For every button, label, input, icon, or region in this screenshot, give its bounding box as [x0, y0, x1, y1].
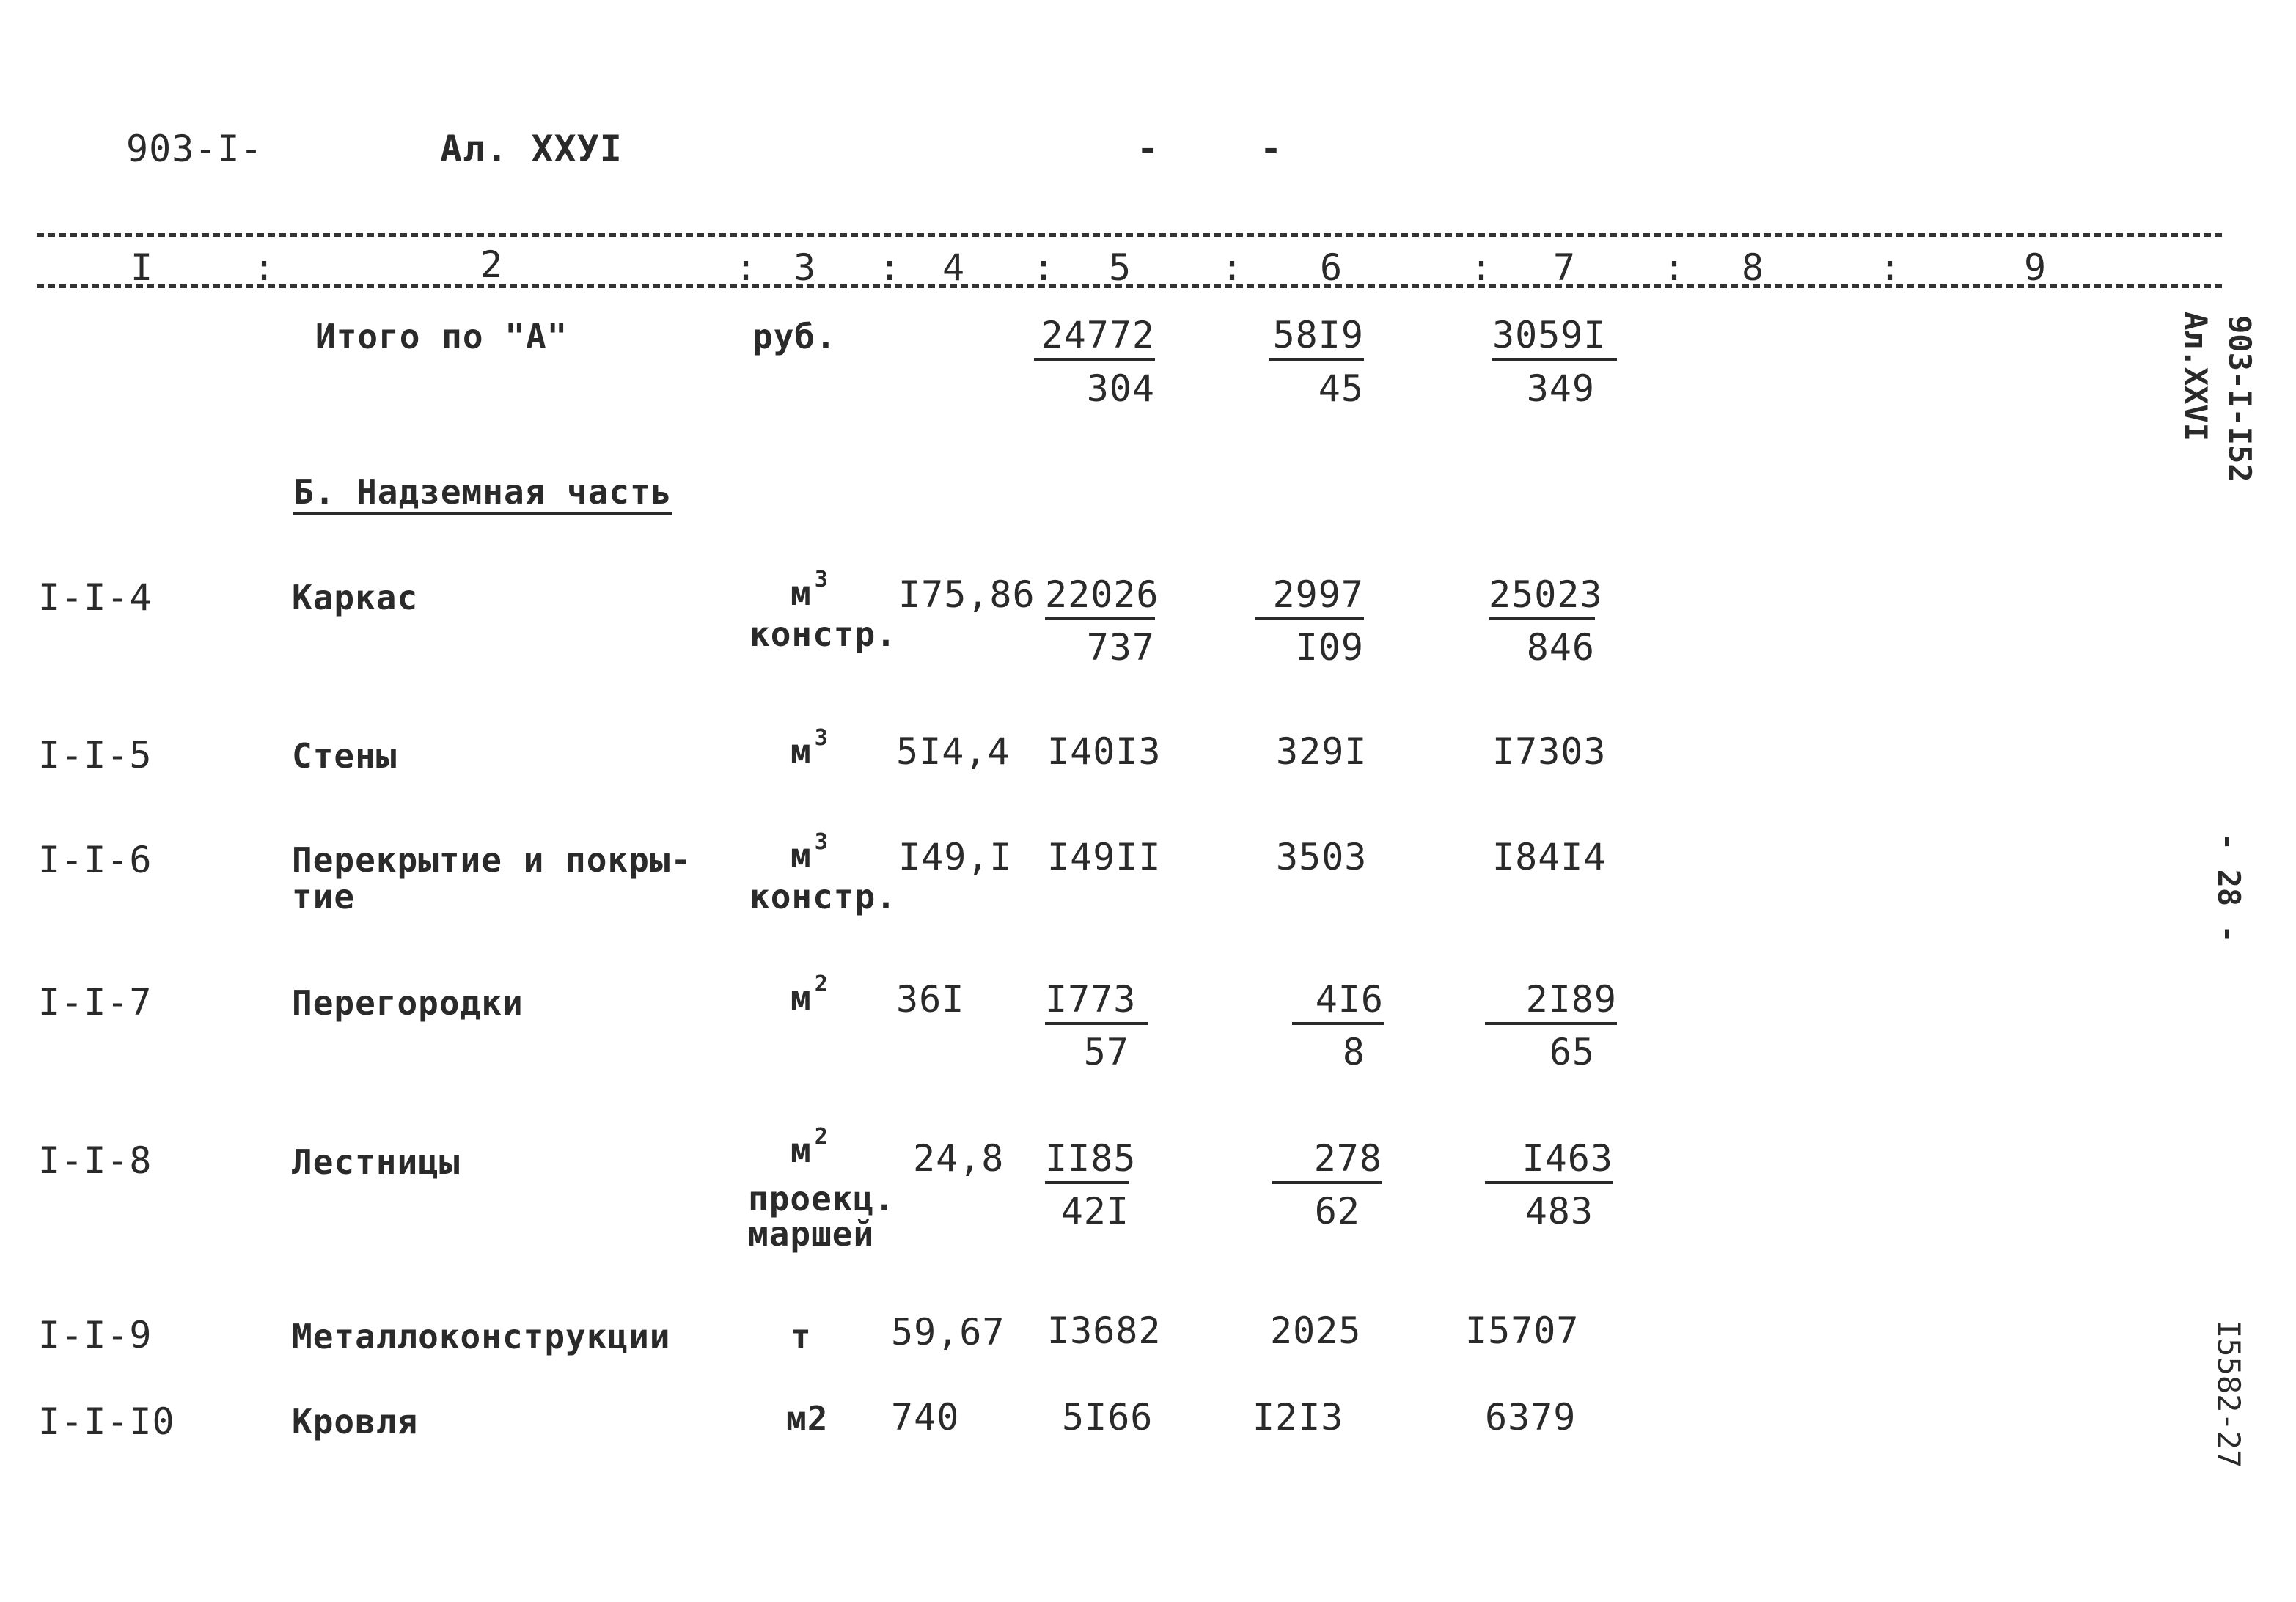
column-number: 3	[793, 246, 817, 289]
row-unit: руб.	[752, 317, 837, 356]
row-code: I-I-8	[38, 1139, 153, 1182]
cost-top: 2997	[1255, 576, 1364, 620]
row-name: Перегородки	[292, 983, 524, 1023]
row-quantity: 5I4,4	[896, 730, 1011, 773]
header-dash: -	[1137, 128, 1160, 170]
cost-value: I3682	[1047, 1309, 1162, 1352]
row-name: Каркас	[292, 578, 419, 617]
cost-top: II85	[1045, 1140, 1129, 1184]
row-name: Лестницы	[292, 1142, 461, 1182]
row-quantity: 740	[891, 1396, 960, 1439]
cost-top: I463	[1485, 1140, 1613, 1184]
cost-value: I7303	[1492, 730, 1607, 773]
column-number: 7	[1553, 246, 1577, 289]
column-number: 9	[2024, 246, 2047, 289]
row-name: Стены	[292, 736, 397, 776]
cost-bottom: 349	[1526, 367, 1595, 410]
cost-value: I5707	[1465, 1309, 1580, 1352]
cost-top: 25023	[1489, 576, 1595, 620]
document-code: 903-I-	[126, 128, 263, 170]
column-number: 2	[480, 243, 504, 286]
album-number: Ал. XXУI	[440, 128, 623, 170]
row-quantity: 24,8	[913, 1137, 1005, 1180]
row-code: I-I-I0	[38, 1400, 175, 1443]
row-name: Итого по "А"	[315, 317, 568, 356]
cost-bottom: 57	[1083, 1031, 1129, 1073]
row-unit-note: констр.	[749, 877, 897, 916]
row-unit: м $^3$	[791, 567, 829, 613]
row-unit: м $^2$	[791, 1124, 829, 1170]
row-unit-note: констр.	[749, 614, 897, 654]
table-top-rule	[37, 233, 2222, 237]
row-unit: м2	[786, 1399, 829, 1439]
cost-bottom: 65	[1549, 1031, 1595, 1073]
header-dash: -	[1260, 128, 1283, 170]
row-name: Металлоконструкции	[292, 1317, 671, 1356]
cost-value: 5I66	[1062, 1396, 1153, 1439]
cost-bottom: 483	[1525, 1190, 1593, 1232]
cost-value: 3503	[1276, 836, 1368, 878]
row-unit: м $^3$	[791, 829, 829, 875]
row-quantity: 36I	[896, 978, 965, 1021]
cost-bottom: 8	[1342, 1031, 1365, 1073]
row-code: I-I-7	[38, 981, 153, 1024]
row-name: Кровля	[292, 1402, 419, 1441]
cost-bottom: I09	[1295, 626, 1364, 669]
cost-value: I2I3	[1252, 1396, 1344, 1439]
row-quantity: I75,86	[898, 573, 1035, 616]
cost-bottom: 45	[1318, 367, 1364, 410]
column-separator: :	[735, 246, 758, 289]
cost-top: 4I6	[1292, 981, 1384, 1025]
cost-value: I40I3	[1047, 730, 1162, 773]
row-quantity: 59,67	[891, 1311, 1005, 1353]
cost-value: I84I4	[1492, 836, 1607, 878]
column-separator: :	[1033, 246, 1056, 289]
cost-top: 24772	[1034, 317, 1155, 361]
column-separator: :	[253, 246, 276, 289]
row-quantity: I49,I	[898, 836, 1013, 878]
column-number: 5	[1109, 246, 1132, 289]
cost-value: 6379	[1485, 1396, 1577, 1439]
cost-bottom: 304	[1086, 367, 1155, 410]
section-title: Б. Надземная часть	[293, 475, 672, 515]
cost-value: 2025	[1270, 1309, 1362, 1352]
cost-top: I773	[1045, 981, 1148, 1025]
column-separator: :	[1879, 246, 1902, 289]
cost-top: 3059I	[1492, 317, 1617, 361]
cost-value: 329I	[1276, 730, 1368, 773]
cost-bottom: 42I	[1060, 1190, 1129, 1232]
cost-top: 58I9	[1269, 317, 1364, 361]
cost-top: 278	[1272, 1140, 1382, 1184]
column-separator: :	[1663, 246, 1687, 289]
row-code: I-I-9	[38, 1314, 153, 1356]
column-separator: :	[879, 246, 902, 289]
cost-bottom: 737	[1086, 626, 1155, 669]
row-name: тие	[292, 877, 356, 916]
margin-stamp: 903-I-I52	[2222, 315, 2258, 482]
row-name: Перекрытие и покры-	[292, 840, 692, 880]
column-separator: :	[1221, 246, 1244, 289]
row-unit-note: маршей	[748, 1214, 875, 1254]
row-code: I-I-6	[38, 839, 153, 881]
row-unit: т	[791, 1317, 812, 1356]
margin-stamp: Ал.XXVI	[2178, 312, 2214, 442]
column-separator: :	[1470, 246, 1494, 289]
row-unit-note: проекц.	[748, 1179, 895, 1219]
column-number: I	[131, 246, 154, 289]
page-number: - 28 -	[2211, 832, 2247, 944]
cost-bottom: 62	[1314, 1190, 1360, 1232]
cost-value: I49II	[1047, 836, 1162, 878]
row-unit: м $^3$	[791, 725, 829, 771]
row-code: I-I-5	[38, 734, 153, 776]
cost-bottom: 846	[1526, 626, 1595, 669]
column-number: 4	[942, 246, 966, 289]
reference-number: I5582-27	[2211, 1320, 2247, 1469]
row-unit: м $^2$	[791, 971, 829, 1018]
cost-top: 2I89	[1485, 981, 1617, 1025]
column-number: 8	[1742, 246, 1765, 289]
column-number: 6	[1320, 246, 1343, 289]
row-code: I-I-4	[38, 576, 153, 619]
cost-top: 22026	[1045, 576, 1155, 620]
